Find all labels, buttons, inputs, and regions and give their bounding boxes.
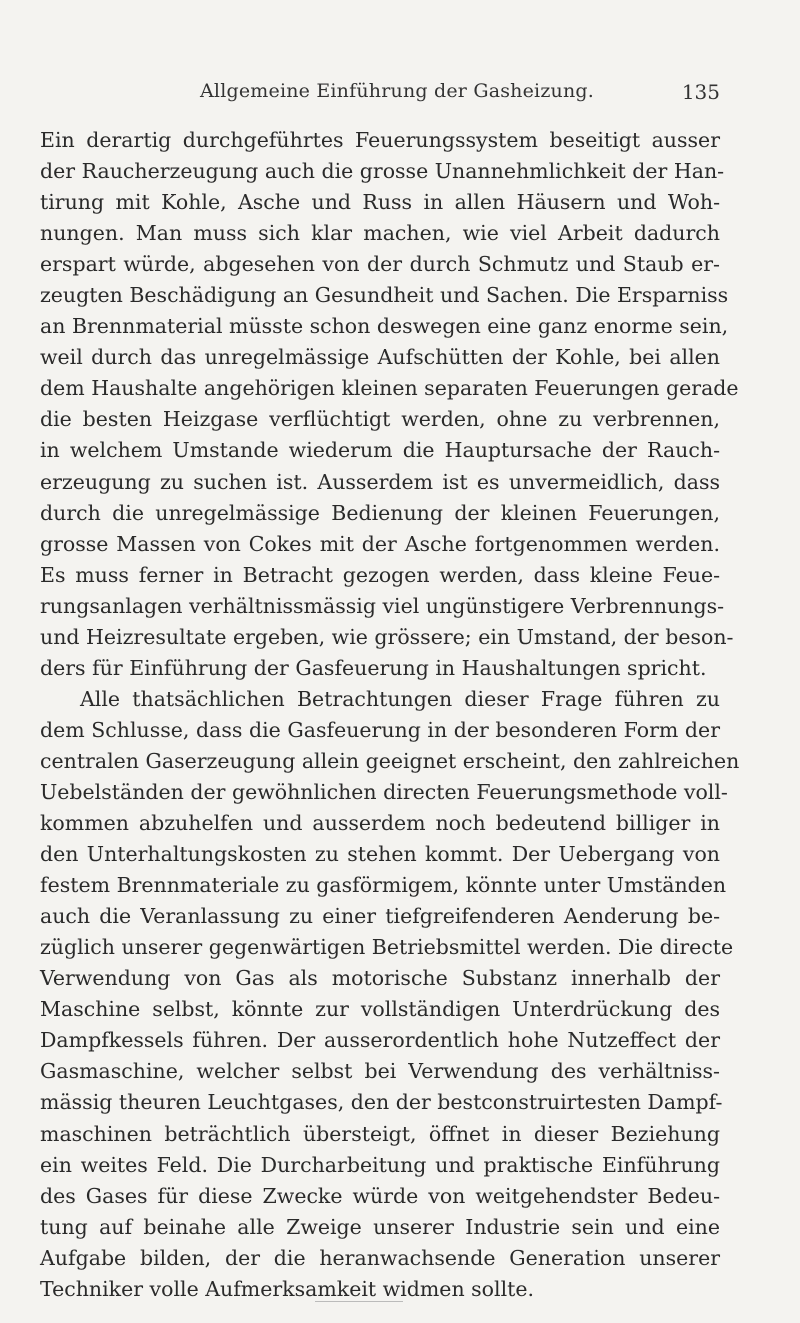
text-line: auch die Veranlassung zu einer tiefgreifenderen Aenderung be-	[40, 904, 720, 929]
paragraph-1	[40, 125, 739, 684]
text-line: centralen Gaserzeugung allein geeignet erscheint, den zahlreichen	[40, 748, 740, 773]
text-line: grosse Massen von Cokes mit der Asche fortgenommen werden.	[40, 531, 720, 556]
text-line: Es muss ferner in Betracht gezogen werden, dass kleine Feue-	[40, 562, 720, 587]
text-line: und Heizresultate ergeben, wie grössere; ein Umstand, der beson-	[40, 624, 734, 649]
text-line: dem Schlusse, dass die Gasfeuerung in der besonderen Form der	[40, 717, 720, 742]
text-line: mässig theuren Leuchtgases, den der bestconstruirtesten Dampf-	[40, 1090, 723, 1115]
text-line: maschinen beträchtlich übersteigt, öffnet in dieser Beziehung	[40, 1121, 720, 1146]
text-line: Gasmaschine, welcher selbst bei Verwendung des verhältniss-	[40, 1059, 720, 1084]
running-head-title: Allgemeine Einführung der Gasheizung.	[200, 80, 595, 102]
text-line: nungen. Man muss sich klar machen, wie viel Arbeit dadurch	[40, 221, 720, 246]
text-line: erzeugung zu suchen ist. Ausserdem ist es unvermeidlich, dass	[40, 469, 720, 494]
text-line: Alle thatsächlichen Betrachtungen dieser Frage führen zu	[80, 686, 720, 711]
text-line: ders für Einführung der Gasfeuerung in Haushaltungen spricht.	[40, 655, 707, 680]
text-line: weil durch das unregelmässige Aufschütten der Kohle, bei allen	[40, 345, 720, 370]
text-line: Uebelständen der gewöhnlichen directen Feuerungsmethode voll-	[40, 779, 728, 804]
paragraph-2	[40, 684, 740, 1305]
text-line: züglich unserer gegenwärtigen Betriebsmittel werden. Die directe	[40, 935, 734, 960]
text-line: an Brennmaterial müsste schon deswegen eine ganz enorme sein,	[40, 314, 729, 339]
text-line: zeugten Beschädigung an Gesundheit und Sachen. Die Ersparniss	[40, 283, 729, 308]
text-line: die besten Heizgase verflüchtigt werden, ohne zu verbrennen,	[40, 407, 720, 432]
text-line: tirung mit Kohle, Asche und Russ in allen Häusern und Woh-	[40, 190, 720, 215]
text-line: des Gases für diese Zwecke würde von weitgehendster Bedeu-	[40, 1183, 720, 1208]
text-line: Verwendung von Gas als motorische Substanz innerhalb der	[40, 966, 720, 991]
text-line: der Raucherzeugung auch die grosse Unannehmlichkeit der Han-	[40, 159, 725, 184]
text-line: Techniker volle Aufmerksamkeit widmen sollte.	[40, 1276, 535, 1301]
footer-rule	[315, 1301, 403, 1302]
running-head	[40, 80, 720, 114]
text-line: dem Haushalte angehörigen kleinen separaten Feuerungen gerade	[40, 376, 739, 401]
text-line: erspart würde, abgesehen von der durch Schmutz und Staub er-	[40, 252, 720, 277]
text-line: tung auf beinahe alle Zweige unserer Industrie sein und eine	[40, 1214, 720, 1239]
text-line: Aufgabe bilden, der die heranwachsende Generation unserer	[40, 1245, 720, 1270]
text-line: Dampfkessels führen. Der ausserordentlich hohe Nutzeffect der	[40, 1028, 720, 1053]
text-line: den Unterhaltungskosten zu stehen kommt. Der Uebergang von	[40, 842, 720, 867]
text-line: Ein derartig durchgeführtes Feuerungssystem beseitigt ausser	[40, 128, 720, 152]
text-line: kommen abzuhelfen und ausserdem noch bedeutend billiger in	[40, 811, 720, 836]
text-line: ein weites Feld. Die Durcharbeitung und praktische Einführung	[40, 1152, 720, 1177]
text-line: in welchem Umstande wiederum die Hauptursache der Rauch-	[40, 438, 720, 463]
text-line: festem Brennmateriale zu gasförmigem, könnte unter Umständen	[40, 873, 727, 898]
text-line: rungsanlagen verhältnissmässig viel ungünstigere Verbrennungs-	[40, 593, 725, 618]
text-line: durch die unregelmässige Bedienung der kleinen Feuerungen,	[40, 500, 720, 525]
text-line: Maschine selbst, könnte zur vollständigen Unterdrückung des	[40, 997, 720, 1022]
page-number: 135	[681, 80, 720, 104]
body-text	[40, 125, 740, 1305]
